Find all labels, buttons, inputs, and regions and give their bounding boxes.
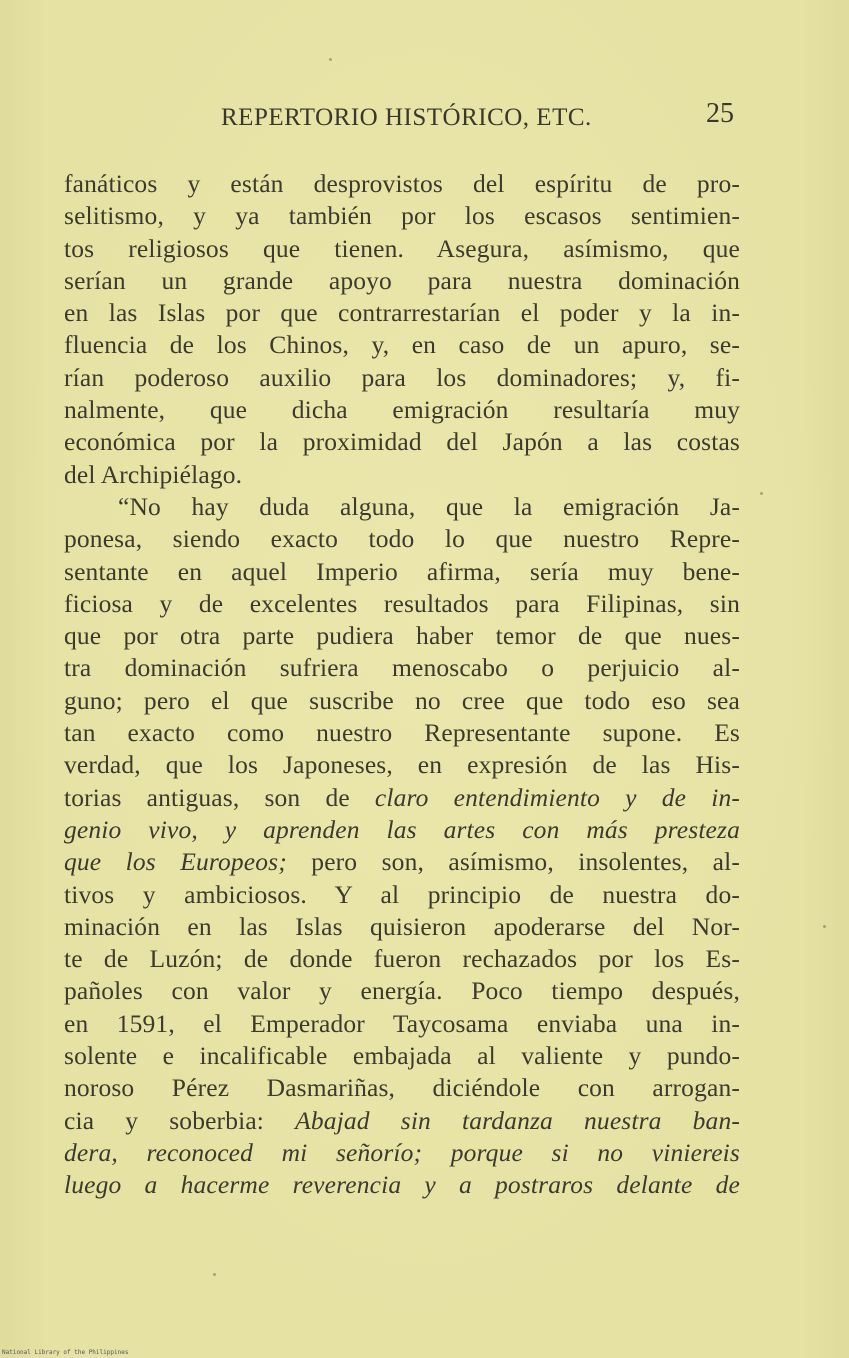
text-line-1: fanáticos y están desprovistos del espíritu de pro- [64, 169, 740, 198]
paper-speck [329, 58, 332, 61]
text-line-23: tivos y ambiciosos. Y al principio de nuestra do- [64, 879, 740, 909]
text-line-16: tra dominación sufriera menoscabo o perjuicio al- [64, 653, 740, 683]
text-line-22: que los Europeos; pero son, asímismo, insolentes, al- [64, 847, 740, 877]
text-line-5: en las Islas por que contrarrestarían el poder y la in- [64, 298, 740, 328]
text-line-13: sentante en aquel Imperio afirma, sería muy bene- [64, 556, 740, 586]
text-line-30: cia y soberbia: Abajad sin tardanza nuestra ban- [64, 1105, 740, 1135]
text-line-18: tan exacto como nuestro Representante supone. Es [64, 718, 740, 748]
text-line-27: en 1591, el Emperador Taycosama enviaba una in- [64, 1008, 740, 1038]
text-line-4: serían un grande apoyo para nuestra dominación [64, 265, 740, 295]
body-text [64, 168, 740, 1202]
text-line-19: verdad, que los Japoneses, en expresión de las His- [64, 750, 740, 780]
text-line-6: fluencia de los Chinos, y, en caso de un apuro, se- [64, 330, 740, 360]
text-line-25: te de Luzón; de donde fueron rechazados por los Es- [64, 944, 740, 974]
text-line-12: ponesa, siendo exacto todo lo que nuestro Repre- [64, 524, 740, 554]
paper-speck [213, 1273, 216, 1276]
text-line-31: dera, reconoced mi señorío; porque si no viniereis [64, 1137, 740, 1167]
text-line-15: que por otra parte pudiera haber temor de que nues- [64, 621, 740, 651]
text-line-26: pañoles con valor y energía. Poco tiempo después, [64, 976, 740, 1006]
text-line-20: torias antiguas, son de claro entendimiento y de in- [64, 782, 740, 812]
text-line-28: solente e incalificable embajada al valiente y pundo- [64, 1041, 740, 1071]
text-line-9: económica por la proximidad del Japón a las costas [64, 427, 740, 457]
page-number: 25 [706, 98, 734, 129]
text-line-14: ficiosa y de excelentes resultados para Filipinas, sin [64, 588, 740, 618]
running-title: REPERTORIO HISTÓRICO, ETC. [221, 104, 592, 131]
text-line-32: luego a hacerme reverencia y a postraros delante de [64, 1170, 740, 1200]
running-head [0, 98, 849, 134]
text-line-3: tos religiosos que tienen. Asegura, asímismo, que [64, 233, 740, 263]
text-line-11: “No hay duda alguna, que la emigración Ja- [118, 491, 740, 521]
text-line-17: guno; pero el que suscribe no cree que todo eso sea [64, 685, 740, 715]
text-line-29: noroso Pérez Dasmariñas, diciéndole con arrogan- [64, 1073, 740, 1103]
text-line-10: del Archipiélago. [64, 459, 243, 489]
text-line-8: nalmente, que dicha emigración resultaría muy [64, 395, 740, 425]
text-line-2: selitismo, y ya también por los escasos sentimien- [64, 201, 740, 231]
paper-speck [823, 925, 826, 928]
text-line-21: genio vivo, y aprenden las artes con más presteza [64, 814, 740, 844]
text-line-24: minación en las Islas quisieron apoderarse del Nor- [64, 911, 740, 941]
library-credit: National Library of the Philippines [2, 1349, 129, 1356]
paper-speck [760, 492, 763, 495]
text-line-7: rían poderoso auxilio para los dominadores; y, fi- [64, 362, 740, 392]
